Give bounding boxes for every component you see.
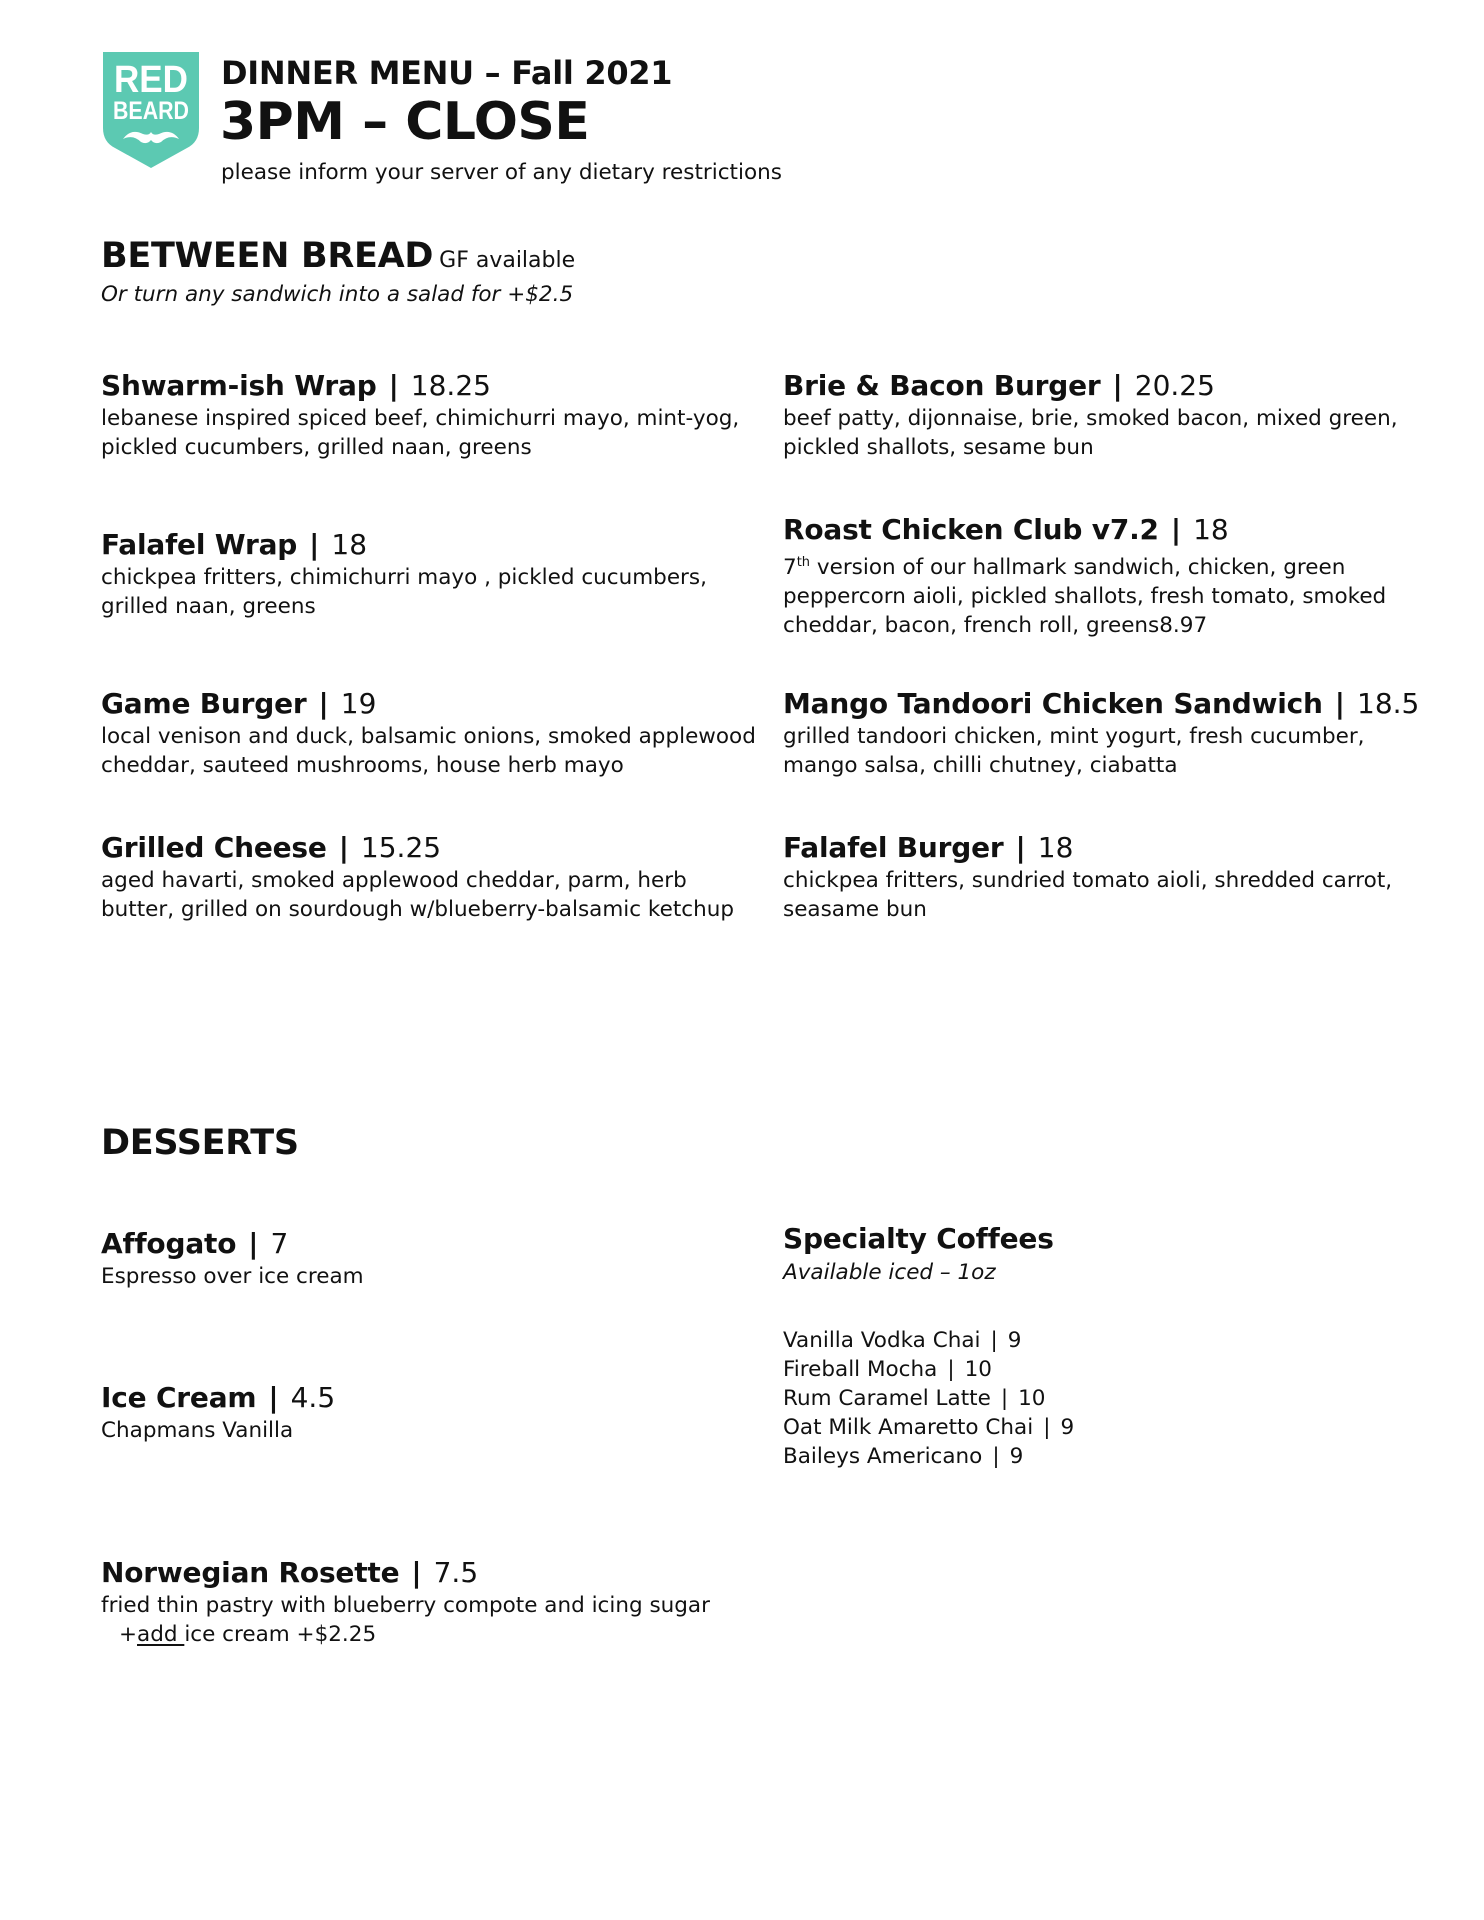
- item-name: Affogato: [101, 1227, 237, 1260]
- item-description: chickpea fritters, chimichurri mayo , pickled cucumbers, grilled naan, greens: [101, 565, 707, 619]
- ice-cream-addon: +add ice cream +$2.25: [119, 1622, 377, 1647]
- item-description: grilled tandoori chicken, mint yogurt, fresh cucumber, mango salsa, chilli chutney, ciabatta: [783, 724, 1365, 778]
- price-separator: |: [318, 687, 329, 720]
- menu-item-game-burger: [101, 686, 761, 780]
- item-price: 18.25: [410, 369, 491, 402]
- salad-upgrade-note: Or turn any sandwich into a salad for +$2.5: [101, 282, 574, 307]
- gf-note: GF available: [439, 248, 576, 273]
- add-link: add: [137, 1622, 185, 1647]
- item-description: beef patty, dijonnaise, brie, smoked bacon, mixed green, pickled shallots, sesame bun: [783, 406, 1398, 460]
- red-beard-logo: [103, 52, 199, 168]
- section-title-desserts: DESSERTS: [101, 1123, 299, 1163]
- item-name: Roast Chicken Club v7.2: [783, 513, 1159, 546]
- menu-item-ice-cream: [101, 1380, 761, 1445]
- item-name: Falafel Burger: [783, 831, 1004, 864]
- coffee-item: Fireball Mocha | 10: [783, 1357, 992, 1382]
- price-separator: |: [1334, 687, 1345, 720]
- item-price: 19: [340, 687, 377, 720]
- item-price: 18: [331, 528, 368, 561]
- item-price: 7.5: [433, 1556, 479, 1589]
- menu-item-brie-bacon-burger: [783, 368, 1443, 462]
- menu-item-roast-chicken-club: [783, 512, 1443, 640]
- item-name: Grilled Cheese: [101, 831, 327, 864]
- menu-item-falafel-wrap: [101, 527, 761, 621]
- item-name: Ice Cream: [101, 1381, 257, 1414]
- price-separator: |: [1112, 369, 1123, 402]
- coffee-item: Oat Milk Amaretto Chai | 9: [783, 1415, 1075, 1440]
- item-description: fried thin pastry with blueberry compote and icing sugar: [101, 1593, 710, 1618]
- item-price: 15.25: [360, 831, 442, 864]
- section-title-specialty-coffees: Specialty Coffees: [783, 1222, 1054, 1255]
- price-separator: |: [411, 1556, 422, 1589]
- item-description: 7th version of our hallmark sandwich, chicken, green peppercorn aioli, pickled shallots, fresh tomato, smoked cheddar, bacon, french roll, greens8.97: [783, 555, 1387, 639]
- menu-item-grilled-cheese: [101, 830, 761, 924]
- item-description: local venison and duck, balsamic onions, smoked applewood cheddar, sauteed mushrooms, house herb mayo: [101, 724, 756, 778]
- price-separator: |: [1015, 831, 1026, 864]
- item-name: Falafel Wrap: [101, 528, 298, 561]
- menu-title: DINNER MENU – Fall 2021: [221, 54, 673, 92]
- item-name: Mango Tandoori Chicken Sandwich: [783, 687, 1323, 720]
- item-name: Game Burger: [101, 687, 307, 720]
- price-separator: |: [268, 1381, 279, 1414]
- logo-text-beard: BEARD: [113, 97, 189, 125]
- menu-item-mango-tandoori-chicken-sandwich: [783, 686, 1443, 780]
- price-separator: |: [309, 528, 320, 561]
- item-price: 18.5: [1357, 687, 1420, 720]
- item-description: chickpea fritters, sundried tomato aioli, shredded carrot, seasame bun: [783, 868, 1393, 922]
- menu-hours: 3PM – CLOSE: [220, 92, 590, 152]
- coffee-item: Baileys Americano | 9: [783, 1444, 1024, 1469]
- menu-item-norwegian-rosette: [101, 1555, 761, 1649]
- price-separator: |: [1170, 513, 1182, 546]
- price-separator: |: [338, 831, 349, 864]
- coffee-item: Vanilla Vodka Chai | 9: [783, 1328, 1022, 1353]
- menu-item-shwarm-ish-wrap: [101, 368, 761, 462]
- menu-item-falafel-burger: [783, 830, 1443, 924]
- item-price: 4.5: [290, 1381, 336, 1414]
- price-separator: |: [388, 369, 399, 402]
- item-name: Norwegian Rosette: [101, 1556, 400, 1589]
- menu-item-affogato: [101, 1226, 761, 1291]
- item-name: Shwarm-ish Wrap: [101, 369, 377, 402]
- item-price: 18: [1037, 831, 1074, 864]
- item-price: 7: [270, 1227, 289, 1260]
- item-price: 18: [1193, 513, 1229, 546]
- logo-text-red: RED: [114, 59, 188, 101]
- item-description: aged havarti, smoked applewood cheddar, parm, herb butter, grilled on sourdough w/blueberry-balsamic ketchup: [101, 868, 734, 922]
- item-price: 20.25: [1134, 369, 1215, 402]
- item-name: Brie & Bacon Burger: [783, 369, 1101, 402]
- item-description: Chapmans Vanilla: [101, 1418, 294, 1443]
- item-description: lebanese inspired spiced beef, chimichurri mayo, mint-yog, pickled cucumbers, grilled naan, greens: [101, 406, 740, 460]
- dietary-note: please inform your server of any dietary restrictions: [221, 160, 782, 185]
- coffees-iced-note: Available iced – 1oz: [783, 1260, 996, 1285]
- coffee-list: [783, 1326, 1074, 1471]
- section-title-between-bread: BETWEEN BREAD GF available: [101, 236, 576, 276]
- coffee-item: Rum Caramel Latte | 10: [783, 1386, 1046, 1411]
- price-separator: |: [248, 1227, 259, 1260]
- item-description: Espresso over ice cream: [101, 1264, 364, 1289]
